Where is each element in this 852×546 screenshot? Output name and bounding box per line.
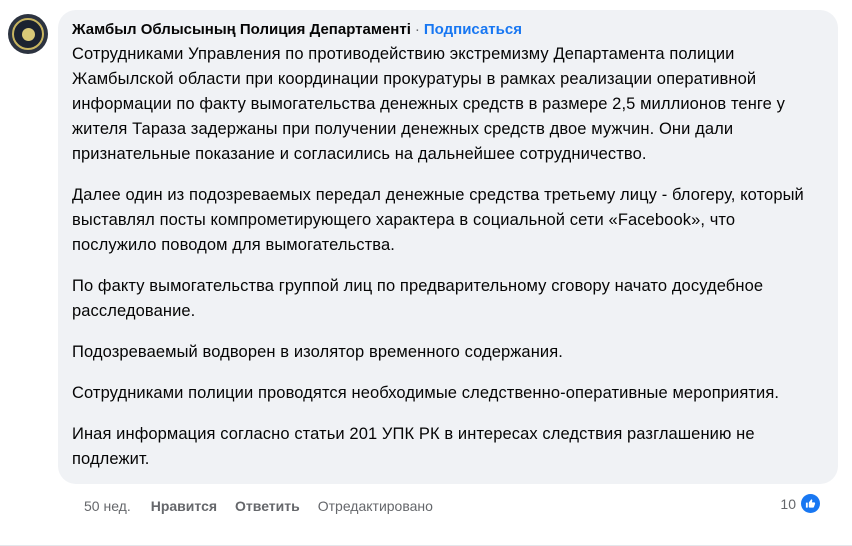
reply-button[interactable]: Ответить bbox=[235, 498, 300, 514]
comment-actions bbox=[58, 484, 838, 514]
reaction-summary[interactable] bbox=[780, 494, 820, 513]
comment-bubble bbox=[58, 10, 838, 484]
comment-paragraph: Иная информация согласно статьи 201 УПК РК в интересах следствия разглашению не подлежит. bbox=[72, 425, 755, 468]
separator-dot: · bbox=[414, 21, 420, 38]
comment-paragraph: Сотрудниками Управления по противодействию экстремизму Департамента полиции Жамбылской области при координации прокуратуры в рамках реализации оперативной информации по факту вымогательства денежных средств в размере 2,5 миллионов тенге у жителя Тараза задержаны при получении денежных средств двое мужчин. Они дали признательные показание и согласились на дальнейшее сотрудничество. bbox=[72, 45, 785, 163]
edited-label: Отредактировано bbox=[317, 498, 433, 514]
thumbs-up-icon bbox=[801, 494, 820, 513]
comment-paragraph: Далее один из подозреваемых передал денежные средства третьему лицу - блогеру, который выставлял посты компрометирующего характера в социальной сети «Facebook», что послужило поводом для вымогательства. bbox=[72, 186, 804, 254]
comment-timestamp: 50 нед. bbox=[84, 498, 131, 514]
comment-header bbox=[72, 20, 824, 40]
follow-button[interactable]: Подписаться bbox=[423, 21, 522, 38]
reaction-count: 10 bbox=[780, 495, 796, 512]
comment-paragraph: Сотрудниками полиции проводятся необходимые следственно-оперативные мероприятия. bbox=[72, 384, 780, 402]
comment-row bbox=[0, 10, 852, 514]
police-emblem-icon bbox=[12, 18, 44, 50]
comment-paragraph: Подозреваемый водворен в изолятор временного содержания. bbox=[72, 343, 563, 361]
avatar[interactable] bbox=[8, 14, 48, 54]
author-name[interactable]: Жамбыл Облысының Полиция Департаменті bbox=[72, 21, 411, 38]
comment-body bbox=[58, 10, 838, 514]
comment-paragraph: По факту вымогательства группой лиц по предварительному сговору начато досудебное расследование. bbox=[72, 277, 764, 320]
police-emblem-center bbox=[22, 28, 35, 41]
like-button[interactable]: Нравится bbox=[150, 498, 218, 514]
